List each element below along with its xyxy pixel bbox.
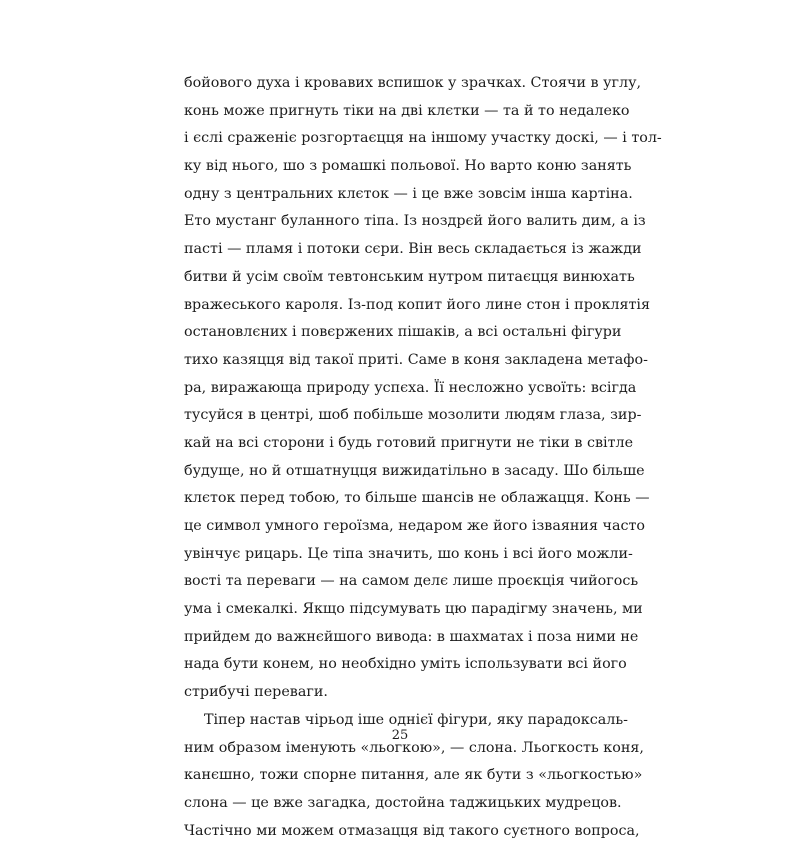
text-line: тихо казяцця від такої приті. Саме в коня закладена метафо-: [184, 351, 648, 368]
text-line: ним образом іменують «льогкою», — слона. Льогкость коня,: [184, 739, 644, 756]
text-line: ра, виражающа природу успєха. Її несложно усвоїть: всігда: [184, 379, 637, 396]
text-line: канєшно, тожи спорне питання, але як бути з «льогкостью»: [184, 767, 643, 784]
text-line: ку від нього, шо з ромашкі польової. Но варто коню занять: [184, 158, 632, 175]
text-line: конь може пригнуть тіки на дві клєтки — та й то недалеко: [184, 102, 630, 119]
text-line: пасті — пламя і потоки сєри. Він весь складається із жажди: [184, 241, 642, 258]
text-line: клєток перед тобою, то більше шансів не облажацця. Конь —: [184, 490, 650, 507]
text-line: нада бути конем, но необхідно уміть іспользувати всі його: [184, 656, 627, 673]
page-number: 25: [391, 728, 409, 743]
text-line: бойового духа і кровавих вспишок у зрачках. Стоячи в углу,: [184, 75, 642, 91]
text-line: Тіпер настав чірьод іше однієї фігури, яку парадоксаль-: [204, 711, 628, 728]
text-line: стрибучі переваги.: [184, 684, 328, 701]
text-line: Ето мустанг буланного тіпа. Із ноздрєй його валить дим, а із: [184, 213, 646, 230]
text-line: остановлєних і повєржених пішаків, а всі остальні фігури: [184, 324, 622, 341]
text-line: ума і смекалкі. Якщо підсумувать цю парадігму значень, ми: [184, 601, 643, 618]
text-line: будуще, но й отшатнуцця вижидатільно в засаду. Шо більше: [184, 462, 645, 479]
text-line: одну з центральних клєток — і це вже зовсім інша картіна.: [184, 185, 633, 202]
text-line: слона — це вже загадка, достойна таджицьких мудрецов.: [184, 794, 622, 811]
text-line: кай на всі сторони і будь готовий пригнути не тіки в світле: [184, 434, 634, 451]
text-line: увінчує рицарь. Це тіпа значить, шо конь і всі його можли-: [184, 545, 633, 562]
text-line: це символ умного героїзма, недаром же його ізваяния часто: [184, 518, 646, 534]
text-line: Частічно ми можем отмазацця від такого суєтного вопроса,: [184, 822, 640, 839]
text-line: битви й усім своїм тевтонським нутром питаєцця винюхать: [184, 268, 635, 285]
text-line: вражеського кароля. Із-под копит його лине стон і проклятія: [184, 296, 651, 313]
text-line: тусуйся в центрі, шоб побільше мозолити людям глаза, зир-: [184, 407, 642, 424]
text-line: вості та переваги — на самом делє лише проєкція чийогось: [184, 573, 639, 590]
text-line: і єслі сраженіє розгортаєцця на іншому участку доскі, — і тол-: [184, 130, 662, 147]
text-line: прийдем до важнєйшого вивода: в шахматах і поза ними не: [184, 628, 639, 645]
